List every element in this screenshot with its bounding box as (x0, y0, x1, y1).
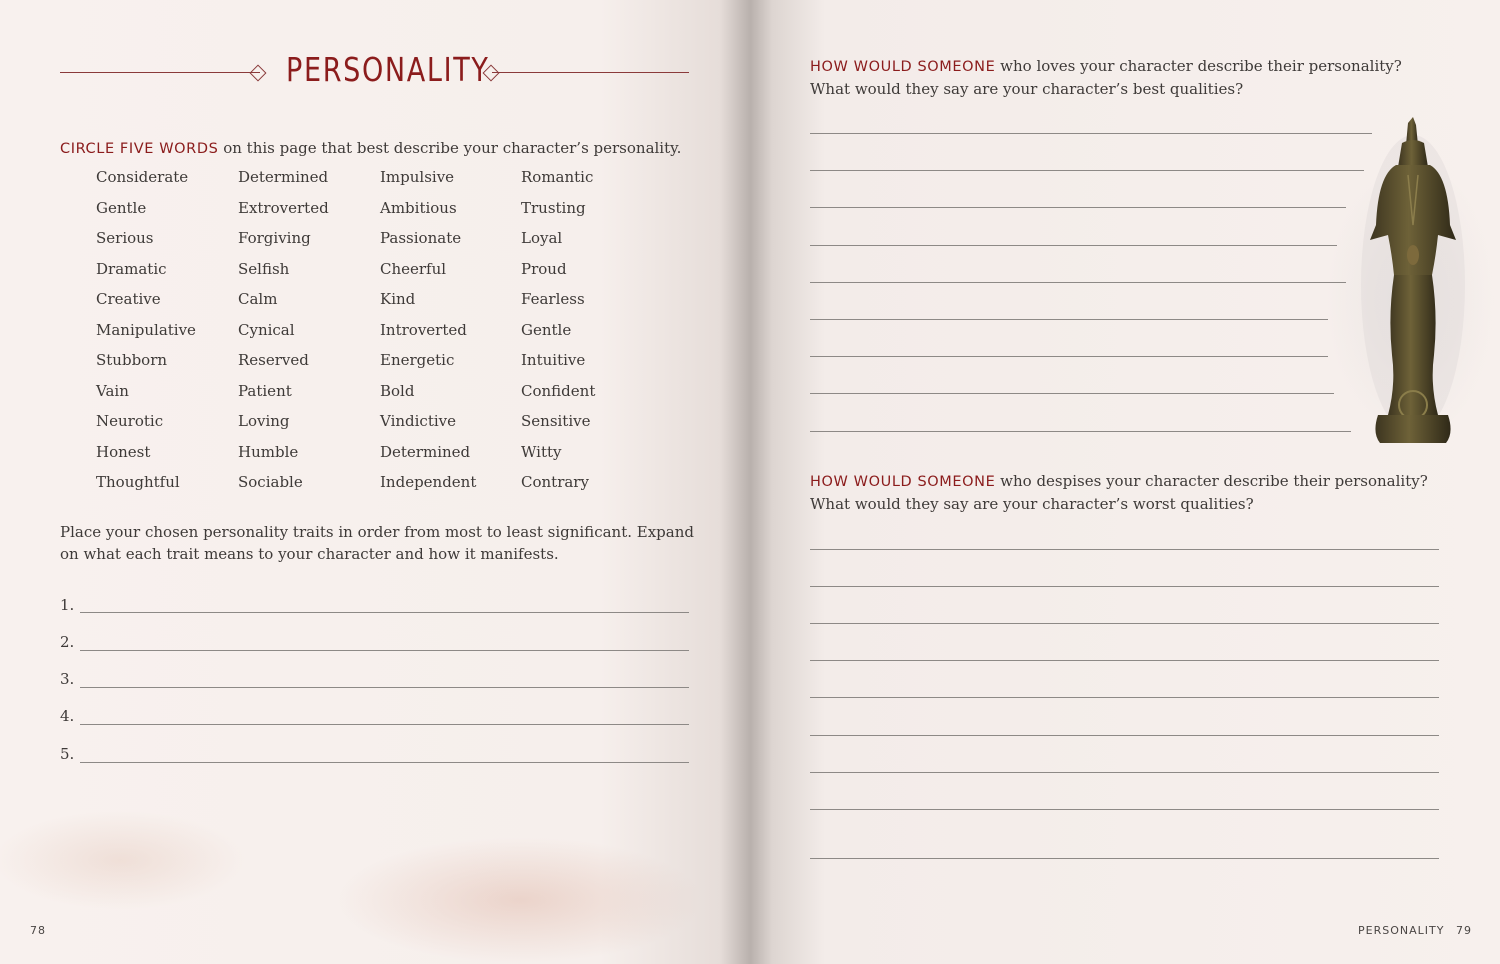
personality-word[interactable]: Gentle (96, 198, 147, 217)
question-despises-line2: What would they say are your character’s worst qualities? (810, 495, 1254, 513)
write-line-3[interactable] (80, 687, 689, 688)
personality-word[interactable]: Cheerful (380, 259, 447, 278)
personality-word[interactable]: Intuitive (521, 351, 586, 369)
write-line-4[interactable] (80, 724, 689, 725)
question-loves (810, 55, 1470, 100)
loves-line-1[interactable] (810, 133, 1372, 134)
personality-word[interactable]: Ambitious (380, 198, 457, 217)
page-number-right: 79 (1456, 924, 1472, 937)
personality-word[interactable]: Witty (521, 442, 562, 461)
loves-line-3[interactable] (810, 207, 1346, 208)
personality-word[interactable]: Vain (96, 381, 129, 400)
despises-line-6[interactable] (810, 735, 1439, 736)
personality-word[interactable]: Confident (521, 381, 596, 400)
loves-line-9[interactable] (810, 431, 1351, 432)
personality-word[interactable]: Cynical (238, 320, 295, 339)
personality-word[interactable]: Honest (96, 442, 151, 461)
personality-word[interactable]: Introverted (380, 320, 467, 339)
header-rule-left (60, 72, 260, 73)
question-loves-line2: What would they say are your character’s best qualities? (810, 80, 1244, 98)
line-number-1: 1. (60, 596, 75, 614)
personality-word[interactable]: Calm (238, 290, 278, 308)
personality-word[interactable]: Energetic (380, 351, 455, 369)
despises-line-7[interactable] (810, 772, 1439, 773)
personality-word[interactable]: Creative (96, 290, 161, 308)
despises-line-2[interactable] (810, 586, 1439, 587)
personality-word[interactable]: Vindictive (380, 412, 457, 430)
personality-word[interactable]: Romantic (521, 168, 594, 186)
write-line-2[interactable] (80, 650, 689, 651)
page-title: PERSONALITY (286, 50, 490, 89)
personality-word[interactable]: Proud (521, 259, 567, 278)
despises-line-9[interactable] (810, 858, 1439, 859)
loves-line-6[interactable] (810, 319, 1328, 320)
header-rule-right (492, 72, 689, 73)
personality-word[interactable]: Serious (96, 229, 154, 247)
right-page (750, 0, 1500, 964)
loves-line-2[interactable] (810, 170, 1364, 171)
write-line-5[interactable] (80, 762, 689, 763)
personality-word[interactable]: Contrary (521, 473, 589, 491)
question-loves-kicker: HOW WOULD SOMEONE (810, 59, 996, 75)
order-prompt: Place your chosen personality traits in order from most to least significant. Expand on what each trait means to your character and how it manifests. (60, 523, 694, 563)
personality-word[interactable]: Gentle (521, 320, 572, 339)
despises-line-5[interactable] (810, 697, 1439, 698)
elf-statue-illustration (1358, 115, 1468, 450)
personality-word[interactable]: Independent (380, 473, 477, 491)
personality-word[interactable]: Neurotic (96, 412, 164, 430)
question-despises-kicker: HOW WOULD SOMEONE (810, 474, 996, 490)
despises-line-8[interactable] (810, 809, 1439, 810)
header-diamond-left (250, 65, 267, 82)
line-number-3: 3. (60, 670, 75, 688)
personality-word[interactable]: Reserved (238, 351, 309, 369)
instruction-text: on this page that best describe your character’s personality. (218, 139, 682, 157)
instruction-kicker: CIRCLE FIVE WORDS (60, 141, 219, 157)
loves-line-5[interactable] (810, 282, 1346, 283)
personality-word[interactable]: Thoughtful (96, 473, 180, 491)
personality-word[interactable]: Loving (238, 412, 290, 430)
line-number-5: 5. (60, 745, 75, 763)
personality-word[interactable]: Kind (380, 290, 416, 308)
personality-word[interactable]: Determined (238, 168, 329, 186)
personality-word[interactable]: Humble (238, 442, 299, 461)
running-head: PERSONALITY (1358, 924, 1445, 937)
line-number-2: 2. (60, 633, 75, 651)
personality-word[interactable]: Fearless (521, 290, 585, 308)
personality-word[interactable]: Forgiving (238, 229, 311, 247)
personality-word[interactable]: Impulsive (380, 168, 455, 186)
question-loves-line1: who loves your character describe their personality? (995, 57, 1402, 75)
circle-instruction (60, 138, 681, 159)
personality-word[interactable]: Passionate (380, 229, 462, 247)
line-number-4: 4. (60, 707, 75, 725)
question-despises-line1: who despises your character describe their personality? (995, 472, 1428, 490)
personality-word[interactable]: Loyal (521, 229, 563, 247)
personality-word[interactable]: Stubborn (96, 351, 168, 369)
loves-line-4[interactable] (810, 245, 1337, 246)
personality-word[interactable]: Extroverted (238, 198, 329, 217)
loves-line-7[interactable] (810, 356, 1328, 357)
personality-word[interactable]: Considerate (96, 168, 189, 186)
loves-line-8[interactable] (810, 393, 1334, 394)
personality-word[interactable]: Trusting (521, 198, 586, 217)
despises-line-1[interactable] (810, 549, 1439, 550)
personality-word[interactable]: Patient (238, 381, 292, 400)
personality-word[interactable]: Selfish (238, 259, 290, 278)
personality-word[interactable]: Bold (380, 381, 415, 400)
personality-word[interactable]: Sensitive (521, 412, 591, 430)
personality-word[interactable]: Manipulative (96, 320, 196, 339)
page-number-left: 78 (30, 924, 46, 937)
write-line-1[interactable] (80, 612, 689, 613)
personality-word[interactable]: Sociable (238, 473, 303, 491)
despises-line-3[interactable] (810, 623, 1439, 624)
personality-word[interactable]: Determined (380, 442, 471, 461)
despises-line-4[interactable] (810, 660, 1439, 661)
question-despises (810, 470, 1470, 515)
personality-word[interactable]: Dramatic (96, 259, 167, 278)
